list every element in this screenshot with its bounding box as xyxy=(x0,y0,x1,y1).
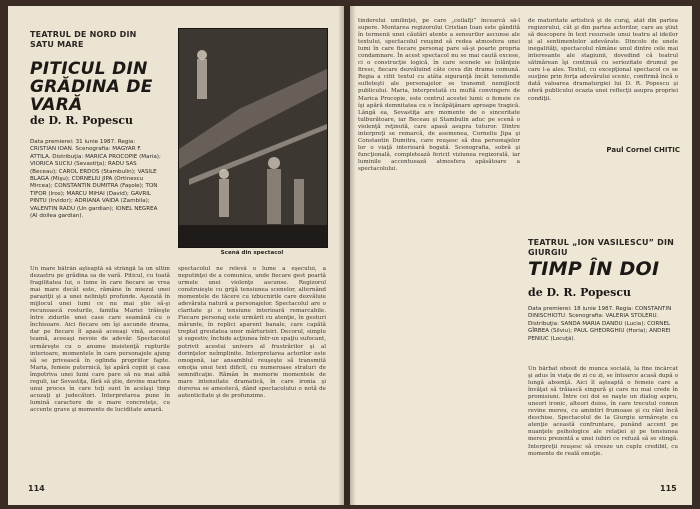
paragraph: de maturitate artistică şi de curaj, atât din partea regizorului, cât şi din partea actorilor, care au ştiut să descopere în text resursele unui teatru al ideilor şi al sentimentelor adevărate. Dincolo de unele inegalităţi, spectacolul rămâne unul dintre cele mai interesante ale stagiunii, dovedind că teatrul sătmărean îşi continuă cu seriozitate drumul pe care l-a ales. Textul, cu excepţional spectacol ce se susţine prin forţa adevărului scenic, confirmă încă o dată valoarea dramaturgiei lui D. R. Popescu şi oferă publicului ocazia unei reflecţii asupra propriei condiţii. xyxy=(528,18,678,102)
play-title-left: PITICUL DIN GRĂDINA DE VARĂ xyxy=(30,59,153,115)
page-number-right: 115 xyxy=(660,484,677,493)
page-number-left: 114 xyxy=(28,484,45,493)
article-column-right-2-bottom xyxy=(528,366,678,472)
article-column-right-1 xyxy=(358,18,520,472)
left-page xyxy=(8,6,344,505)
theatre-heading-left: TEATRUL DE NORD DIN SATU MARE xyxy=(30,30,137,49)
paragraph: Un bărbat obosit de munca socială, la fine încărcat şi adus în viaţa de zi cu zi, se întoarce acasă după o lungă absenţă. Aici îl aşteaptă o femeie care a învăţat să trăiască singură şi care nu mai crede în promisiuni. Între cei doi se naşte un dialog aspru, uneori ironic, alteori duios, în care trecutul comun revine mereu, cu amintiri frumoase şi cu răni încă deschise. Spectacolul de la Giurgiu urmăreşte cu atenţie această confruntare, punând accent pe nuanţele psihologice ale relaţiei şi pe tensiunea mereu prezentă a unei iubiri ce refuză să se stingă. Interpreţii reuşesc să creeze un cuplu credibil, cu momente de reală emoţie. xyxy=(528,366,678,457)
photo-caption: Scenă din spectacol xyxy=(220,250,284,256)
theatre-heading-right: TEATRUL „ION VASILESCU” DIN GIURGIU xyxy=(528,238,675,257)
right-page xyxy=(350,6,692,505)
book-gutter xyxy=(338,6,356,505)
production-credits-left: Data premierei: 31 iunie 1987. Regia: CRISTIAN IOAN. Scenografia: MAGYAR F. ATTILA. Distribuţia: MARICA PROCOPIE (Maria); VIORICA SUCIU (Sevastiţa); RADU SAS (Beceau); CAROL ERDOS (Stambulin); VASILE BLAGA (Mişu); CORNELIU JIPA (Ortinescu Mircea); CONSTANTIN DUMITRA (Faşole); TON TIFOR (Iros); MARCU MIHAI (David); GAVRIL PINTU (Irvidor); ADRIANA VAIDA (Zambila); VALENTIN RADU (Un gardian); IONEL NEGREA (Al doilea gardian). xyxy=(30,139,161,220)
article-column-right-2-top xyxy=(528,18,678,128)
stage-photo-image xyxy=(179,29,327,247)
author-byline-left: de D. R. Popescu xyxy=(30,114,134,127)
paragraph: spectacolul ne relevă o lume a eşecului, a neputinţei de a comunica, unde fiecare gest poartă urmele unei violenţe ascunse. Regizorul construieşte cu grijă tensiunea scenelor, alternând momentele de tăcere cu izbucnirile care dezvăluie adevărata natură a personajelor. Spectacolul are o claritate şi o tensiune interioară remarcabile. Fiecare personaj este urmărit cu atenţie, în gesturi mărunte, în replici aparent banale, care capătă treptat greutatea unor mărturisiri. Decorul, simplu şi sugestiv, închide acţiunea într-un spaţiu sufocant, potrivit acestui univers al frustrărilor şi al dorinţelor neîmplinite. Interpretarea actorilor este omogenă, iar ansamblul reuşeşte să transmită emoţia unui text dificil, cu numeroase straturi de semnificaţie. Rămân în memorie momentele de mare intensitate dramatică, în care ironia şi durerea se amestecă, dând spectacolului o notă de autenticitate şi de profunzime. xyxy=(178,266,326,399)
author-byline-right: de D. R. Popescu xyxy=(528,286,632,299)
stage-photo xyxy=(178,28,328,248)
paragraph: tinderelui umilinţei, pe care „ceilalţi” încearcă să-l supere. Montarea regizorului Cristian Ioan este gândită în termenii unei căutări atente a sensurilor ascunse ale textului, spectacolul reuşind să redea atmosfera unei lumi în care fiecare personaj pare să-şi poarte propria condamnare. În acest spectacol nu se mai caută excese, ci o construcţie logică, în care scenele se înlănţuie firesc, fiecare dezvăluind câte ceva din drama comună. Regia a citit textul cu atâta siguranţă încât tensiunile sufleteşti ale personajelor se transmit nemijlocit publicului. Maria, interpretată cu multă convingere de Marica Procopie, este centrul acestei lumi: o femeie ce îşi apără demnitatea cu o încăpăţânare aproape tragică. Lângă ea, Sevastiţa are momente de o sinceritate tulburătoare, iar Beceau şi Stambulin aduc pe scenă o violenţă reţinută, care apasă asupra tuturor. Dintre interpreţi se remarcă, de asemenea, Corneliu Jipa şi Constantin Dumitra, care reuşesc să dea personajelor lor o viaţă interioară bogată. Scenografia, sobră şi funcţională, completează fericit viziunea regizorală, iar luminile accentuează atmosfera apăsătoare a spectacolului. xyxy=(358,18,520,172)
production-credits-right: Data premierei: 18 iunie 1987. Regia: CONSTANTIN DINISCHIOTU. Scenografia: VALERIA STOLERU. Distribuţia: SANDA MARIA DANDU (Lucia); CORNEL GÎRBEA (Silviu); PAUL GHEORGHIU (Horia); ANDREI PENIUC (Locuţă). xyxy=(528,306,672,342)
review-signature: Paul Cornel CHITIC xyxy=(606,146,680,154)
article-column-left-1 xyxy=(30,266,170,466)
play-title-right: TIMP ÎN DOI xyxy=(528,258,660,280)
article-column-left-2 xyxy=(178,266,326,466)
paragraph: Un mare bătrân aşteaptă să strângă la un ultim dezastru pe grădina sa de vară. Piticul, cu toată fragilitatea lui, o lume în care fiecare se vrea mai mare decât este, rămâne în miezul unei paraziţii şi a unei nelinişti profunde. Aşezată în mijlocul unei lumi ce nu mai ştie să-şi recunoască rosturile, familia Mariei trăieşte între zidurile unei case care seamănă cu o închisoare. Aici fiecare om îşi ascunde drama, dar pe fiecare îl apasă aceeaşi vină, aceeaşi teamă, aceeaşi nevoie de adevăr. Spectacolul urmăreşte cu o anume insistenţă rupturile interioare, momentele în care personajele ajung să se privească în oglinda propriilor fapte. Maria, femeie puternică, îşi apără copiii şi casa împotriva unei lumi care pare să nu mai aibă reguli, iar Sevastiţa, fără să ştie, devine martora unui proces în care toţi sunt în acelaşi timp acuzaţi şi judecători. Interpretarea pune în lumină caractere de o mare concreteţe, cu accente grave şi momente de luciditate amară. xyxy=(30,266,170,413)
